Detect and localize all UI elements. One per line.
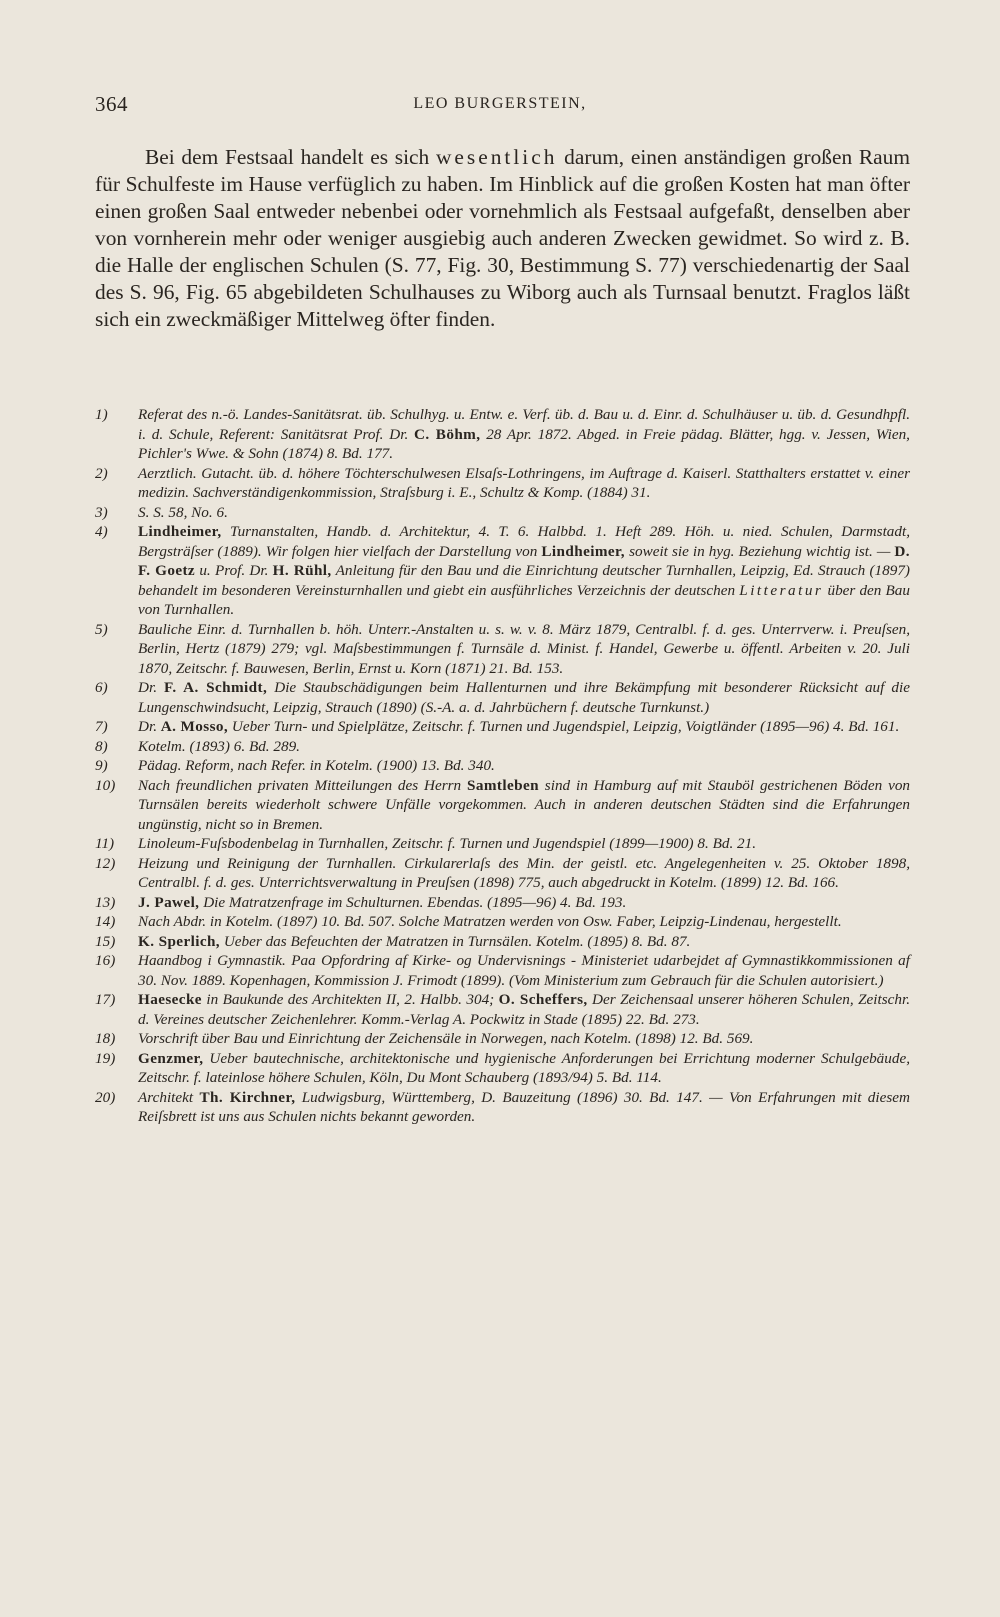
text-run: über den Bau von Turnhallen. bbox=[138, 581, 910, 618]
text-run: Heizung und Reinigung der Turnhallen. Cirkularerlaſs des Min. der geistl. etc. Angelegenheiten v. 25. Oktober 1898, Centralbl. f. d. ges. Unterrichtsverwaltung in Preuſsen (1898) 775, auch abgedruckt in Kotelm. (1899) 12. Bd. 166. bbox=[138, 854, 910, 891]
author-name: Th. Kirchner, bbox=[199, 1088, 296, 1106]
footnote-15 bbox=[95, 932, 910, 952]
author-name: Lindheimer, bbox=[138, 523, 222, 540]
footnote-number: 7) bbox=[95, 718, 108, 735]
text-run: Anleitung für den Bau und die Einrichtung deutscher Turnhallen, Leipzig, Ed. Strauch (1897) behandelt im besonderen Vereinsturnhallen und giebt ein ausführliches Verzeichnis der deutschen bbox=[138, 562, 910, 599]
text-run: S. S. 58, No. 6. bbox=[138, 503, 228, 521]
footnote-4 bbox=[95, 522, 910, 620]
author-name: O. Scheffers, bbox=[498, 991, 588, 1008]
footnote-number: 15) bbox=[95, 932, 116, 950]
footnote-number: 4) bbox=[95, 523, 108, 540]
footnote-11 bbox=[95, 834, 910, 854]
footnote-7 bbox=[95, 717, 910, 737]
footnote-1 bbox=[95, 405, 910, 464]
footnote-number: 9) bbox=[95, 757, 108, 774]
author-name: K. Sperlich, bbox=[138, 932, 221, 950]
text-run: u. Prof. Dr. bbox=[195, 562, 273, 579]
footnote-number: 12) bbox=[95, 854, 116, 872]
main-paragraph bbox=[95, 144, 910, 333]
text-run: in Baukunde des Architekten II, 2. Halbb. 304; bbox=[201, 991, 499, 1008]
footnote-number: 11) bbox=[95, 835, 115, 852]
text-run: Ludwigsburg, Württemberg, D. Bauzeitung (1896) 30. Bd. 147. — Von Erfahrungen mit diesem Reiſsbrett ist uns aus Schulen nichts bekannt geworden. bbox=[138, 1088, 910, 1125]
footnote-10 bbox=[95, 776, 910, 835]
text-run: Kotelm. (1893) 6. Bd. 289. bbox=[138, 737, 300, 755]
footnote-5 bbox=[95, 620, 910, 679]
author-name: F. A. Schmidt, bbox=[164, 679, 268, 696]
footnote-number: 1) bbox=[95, 406, 108, 423]
footnote-17 bbox=[95, 990, 910, 1029]
footnote-18 bbox=[95, 1029, 910, 1049]
footnote-13 bbox=[95, 893, 910, 913]
text-run: Vorschrift über Bau und Einrichtung der Zeichensäle in Norwegen, nach Kotelm. (1898) 12. Bd. 569. bbox=[138, 1030, 754, 1047]
footnote-8 bbox=[95, 737, 910, 757]
footnote-number: 8) bbox=[95, 737, 108, 755]
footnote-number: 18) bbox=[95, 1030, 116, 1047]
footnote-14 bbox=[95, 912, 910, 932]
footnote-number: 14) bbox=[95, 913, 116, 930]
text-run: darum, einen anständigen großen Raum für Schulfeste im Hause verfüglich zu haben. Im Hinblick auf die großen Kosten hat man öfter einen großen Saal entweder nebenbei oder vornehmlich als Festsaal aufgefaßt, denselben aber von vornherein mehr oder weniger ausgiebig auch anderen Zwecken gewidmet. So wird z. B. die Halle der englischen Schulen (S. 77, Fig. 30, Bestimmung S. 77) verschiedenartig der Saal des S. 96, Fig. 65 abgebildeten Schulhauses zu Wiborg auch als Turnsaal benutzt. Fraglos läßt sich ein zweckmäßiger Mittelweg öfter finden. bbox=[95, 145, 910, 331]
footnote-16 bbox=[95, 951, 910, 990]
page-number: 364 bbox=[95, 92, 128, 116]
author-name: Genzmer, bbox=[138, 1049, 204, 1067]
footnote-number: 13) bbox=[95, 893, 116, 911]
footnote-3 bbox=[95, 503, 910, 523]
text-run: Der Zeichensaal unserer höheren Schulen, Zeitschr. d. Vereines deutscher Zeichenlehrer. Komm.-Verlag A. Pockwitz in Stade (1895) 22. Bd. 273. bbox=[138, 991, 910, 1028]
footnote-number: 20) bbox=[95, 1088, 116, 1106]
text-run: Bei dem Festsaal handelt es sich bbox=[145, 145, 436, 169]
author-name: Samtleben bbox=[467, 776, 539, 794]
author-name: Haesecke bbox=[138, 991, 202, 1008]
footnote-number: 2) bbox=[95, 464, 108, 482]
author-name: Lindheimer, bbox=[541, 542, 625, 560]
footnote-number: 5) bbox=[95, 620, 108, 638]
footnote-6 bbox=[95, 678, 910, 717]
footnote-12 bbox=[95, 854, 910, 893]
text-run: 28 Apr. 1872. Abged. in Freie pädag. Blätter, hgg. v. Jessen, Wien, Pichler's Wwe. & Sohn (1874) 8. Bd. 177. bbox=[138, 425, 910, 462]
paragraph bbox=[95, 144, 910, 333]
text-run: Pädag. Reform, nach Refer. in Kotelm. (1900) 13. Bd. 340. bbox=[138, 757, 495, 774]
author-name: D. F. Goetz bbox=[138, 542, 910, 579]
text-run: Bauliche Einr. d. Turnhallen b. höh. Unterr.-Anstalten u. s. w. v. 8. März 1879, Centralbl. f. d. ges. Unterrverw. i. Preuſsen, Berlin, Hertz (1879) 279; vgl. Maſsbestimmungen f. Turnsäle d. Minist. f. Handel, Gewerbe u. öffentl. Arbeiten v. 20. Juli 1870, Zeitschr. f. Bauwesen, Berlin, Ernst u. Korn (1871) 21. Bd. 153. bbox=[138, 620, 910, 677]
footnote-number: 19) bbox=[95, 1049, 116, 1067]
text-run: Ueber das Befeuchten der Matratzen in Turnsälen. Kotelm. (1895) 8. Bd. 87. bbox=[220, 932, 691, 950]
footnote-9 bbox=[95, 756, 910, 776]
text-run: Die Matratzenfrage im Schulturnen. Ebendas. (1895—96) 4. Bd. 193. bbox=[199, 893, 627, 911]
text-run: Dr. bbox=[138, 718, 161, 735]
footnote-20 bbox=[95, 1088, 910, 1127]
footnote-number: 6) bbox=[95, 679, 108, 696]
footnote-number: 3) bbox=[95, 503, 108, 521]
author-name: A. Mosso, bbox=[160, 718, 229, 735]
footnote-19 bbox=[95, 1049, 910, 1088]
text-run: soweit sie in hyg. Beziehung wichtig ist. — bbox=[625, 542, 895, 560]
footnote-2 bbox=[95, 464, 910, 503]
text-run: Haandbog i Gymnastik. Paa Opfordring af Kirke- og Undervisnings - Ministeriet udarbejdet af Gymnastikkommissionen af 30. Nov. 1889. Kopenhagen, Kommission J. Frimodt (1899). (Vom Ministerium zum Gebrauch für die Schulen autorisiert.) bbox=[138, 952, 910, 989]
author-name: C. Böhm, bbox=[414, 425, 481, 443]
footnote-number: 17) bbox=[95, 991, 116, 1008]
footnotes bbox=[95, 405, 910, 1127]
author-name: H. Rühl, bbox=[272, 562, 332, 579]
text-run: Ueber bautechnische, architektonische und hygienische Anforderungen bei Errichtung moderner Schulgebäude, Zeitschr. f. lateinlose höhere Schulen, Köln, Du Mont Schauberg (1893/94) 5. Bd. 114. bbox=[138, 1049, 910, 1086]
emphasized-word: Litteratur bbox=[739, 581, 824, 599]
emphasized-word: wesentlich bbox=[435, 145, 558, 169]
text-run: sind in Hamburg auf mit Stauböl gestrichenen Böden von Turnsälen bereits wiederholt schwere Unfälle vorgekommen. Auch in anderen deutschen Städten sind die Erfahrungen ungünstig, nicht so in Bremen. bbox=[138, 776, 911, 833]
text-run: Ueber Turn- und Spielplätze, Zeitschr. f. Turnen und Jugendspiel, Leipzig, Voigtländer (1895—96) 4. Bd. 161. bbox=[228, 718, 900, 735]
footnote-number: 16) bbox=[95, 952, 116, 969]
running-head: LEO BURGERSTEIN, bbox=[413, 95, 587, 112]
author-name: J. Pawel, bbox=[138, 893, 200, 911]
text-run: Nach freundlichen privaten Mitteilungen des Herrn bbox=[138, 776, 467, 794]
text-run: Dr. bbox=[138, 679, 165, 696]
text-run: Turnanstalten, Handb. d. Architektur, 4. T. 6. Halbbd. 1. Heft 289. Höh. u. nied. Schulen, Darmstadt, Bergsträſser (1889). Wir folgen hier vielfach der Darstellung von bbox=[138, 523, 910, 560]
text-run: Aerztlich. Gutacht. üb. d. höhere Töchterschulwesen Elsaſs-Lothringens, im Auftrage d. Kaiserl. Statthalters erstattet v. einer medizin. Sachverständigenkommission, Straſsburg i. E., Schultz & Komp. (1884) 31. bbox=[138, 464, 910, 501]
page-header bbox=[95, 92, 905, 122]
footnote-number: 10) bbox=[95, 776, 116, 794]
text-run: Architekt bbox=[138, 1088, 200, 1106]
text-run: Referat des n.-ö. Landes-Sanitätsrat. üb. Schulhyg. u. Entw. e. Verf. üb. d. Bau u. d. Einr. d. Schulhäuser u. üb. d. Gesundhpfl. i. d. Schule, Referent: Sanitätsrat Prof. Dr. bbox=[138, 406, 910, 443]
text-run: Linoleum-Fuſsbodenbelag in Turnhallen, Zeitschr. f. Turnen und Jugendspiel (1899—1900) 8. Bd. 21. bbox=[138, 835, 757, 852]
text-run: Nach Abdr. in Kotelm. (1897) 10. Bd. 507. Solche Matratzen werden von Osw. Faber, Leipzig-Lindenau, hergestellt. bbox=[138, 913, 842, 930]
text-run: Die Staubschädigungen beim Hallenturnen und ihre Bekämpfung mit besonderer Rücksicht auf die Lungenschwindsucht, Leipzig, Strauch (1890) (S.-A. a. d. Jahrbüchern f. deutsche Turnkunst.) bbox=[138, 679, 910, 716]
